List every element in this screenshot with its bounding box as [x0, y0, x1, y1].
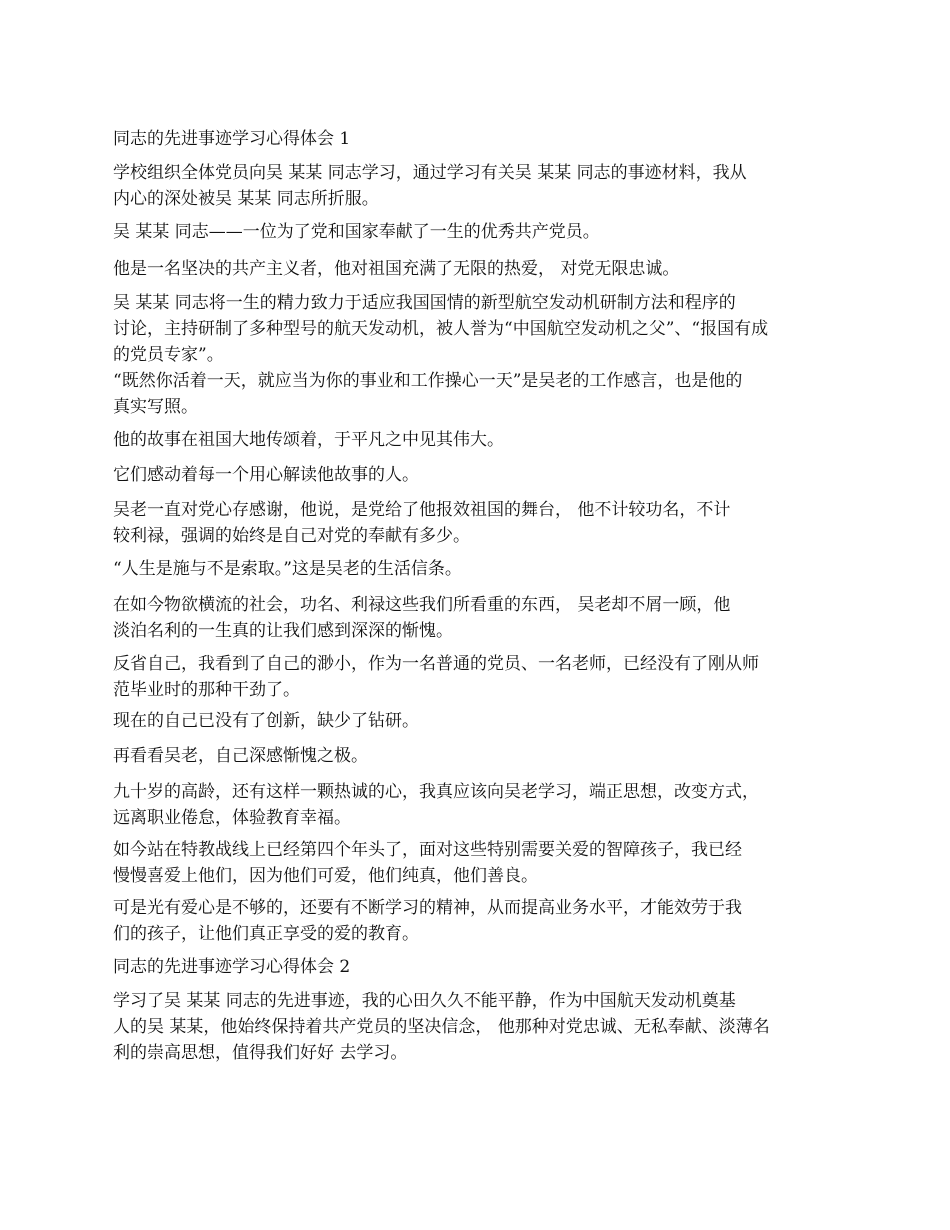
text-line: 他的故事在祖国大地传颂着，于平凡之中见其伟大。: [113, 430, 504, 450]
paragraph-3: [113, 256, 833, 282]
text-line: 学校组织全体党员向吴 某某 同志学习，通过学习有关吴 某某 同志的事迹材料，我从: [113, 163, 747, 183]
text-line: 真实写照。: [113, 397, 198, 417]
paragraph-15: [113, 837, 833, 889]
section-heading-2: [113, 954, 833, 980]
paragraph-1: [113, 160, 833, 212]
text-line: 吴老一直对党心存感谢，他说，是党给了他报效祖国的舞台， 他不计较功名，不计: [113, 500, 731, 520]
text-line: 反省自己，我看到了自己的渺小，作为一名普通的党员、一名老师，已经没有了刚从师: [113, 654, 759, 674]
text-line: 吴 某某 同志——一位为了党和国家奉献了一生的优秀共产党员。: [113, 222, 600, 242]
paragraph-2: [113, 219, 833, 245]
text-line: 利的崇高思想，值得我们好好 去学习。: [113, 1043, 408, 1063]
text-line: 如今站在特教战线上已经第四个年头了，面对这些特别需要关爱的智障孩子，我已经: [113, 840, 742, 860]
paragraph-7: [113, 462, 833, 488]
text-line: 远离职业倦怠，体验教育幸福。: [113, 808, 351, 828]
text-line: 人的吴 某某，他始终保持着共产党员的坚决信念， 他那种对党忠诚、无私奉献、淡薄名: [113, 1017, 770, 1037]
text-line: 再看看吴老，自己深感惭愧之极。: [113, 746, 368, 766]
text-line: 可是光有爱心是不够的，还要有不断学习的精神，从而提高业务水平，才能效劳于我: [113, 898, 742, 918]
section-heading-1: [113, 126, 833, 152]
paragraph-12: [113, 708, 833, 734]
text-line: 讨论，主持研制了多种型号的航天发动机，被人誉为“中国航空发动机之父”、“报国有成: [113, 319, 769, 339]
text-line: 学习了吴 某某 同志的先进事迹，我的心田久久不能平静，作为中国航天发动机奠基: [113, 991, 736, 1011]
paragraph-8: [113, 497, 833, 549]
paragraph-6: [113, 427, 833, 453]
text-line: 它们感动着每一个用心解读他故事的人。: [113, 465, 419, 485]
paragraph-5: [113, 368, 833, 420]
text-line: 同志的先进事迹学习心得体会 2: [113, 957, 351, 977]
text-line: 范毕业时的那种干劲了。: [113, 680, 300, 700]
text-line: 九十岁的高龄，还有这样一颗热诚的心，我真应该向吴老学习，端正思想，改变方式，: [113, 782, 759, 802]
text-line: 慢慢喜爱上他们，因为他们可爱，他们纯真，他们善良。: [113, 866, 538, 886]
text-line: 吴 某某 同志将一生的精力致力于适应我国国情的新型航空发动机研制方法和程序的: [113, 293, 736, 313]
text-line: 现在的自己已没有了创新，缺少了钻研。: [113, 711, 419, 731]
paragraph-13: [113, 743, 833, 769]
text-line: 内心的深处被吴 某某 同志所折服。: [113, 189, 379, 209]
paragraph-17: [113, 988, 833, 1066]
text-line: 较利禄，强调的始终是自己对党的奉献有多少。: [113, 526, 470, 546]
text-line: “既然你活着一天，就应当为你的事业和工作操心一天”是吴老的工作感言，也是他的: [113, 371, 743, 391]
text-line: “人生是施与不是索取。”这是吴老的生活信条。: [113, 559, 462, 579]
text-line: 淡泊名利的一生真的让我们感到深深的惭愧。: [113, 621, 453, 641]
paragraph-10: [113, 592, 833, 644]
paragraph-11: [113, 651, 833, 703]
paragraph-16: [113, 895, 833, 947]
text-line: 们的孩子，让他们真正享受的爱的教育。: [113, 924, 419, 944]
text-line: 的党员专家”。: [113, 345, 224, 365]
paragraph-4: [113, 290, 833, 368]
text-line: 同志的先进事迹学习心得体会 1: [113, 129, 351, 149]
text-line: 在如今物欲横流的社会，功名、利禄这些我们所看重的东西， 吴老却不屑一顾，他: [113, 595, 731, 615]
text-line: 他是一名坚决的共产主义者，他对祖国充满了无限的热爱， 对党无限忠诚。: [113, 259, 680, 279]
paragraph-14: [113, 779, 833, 831]
paragraph-9: [113, 556, 833, 582]
